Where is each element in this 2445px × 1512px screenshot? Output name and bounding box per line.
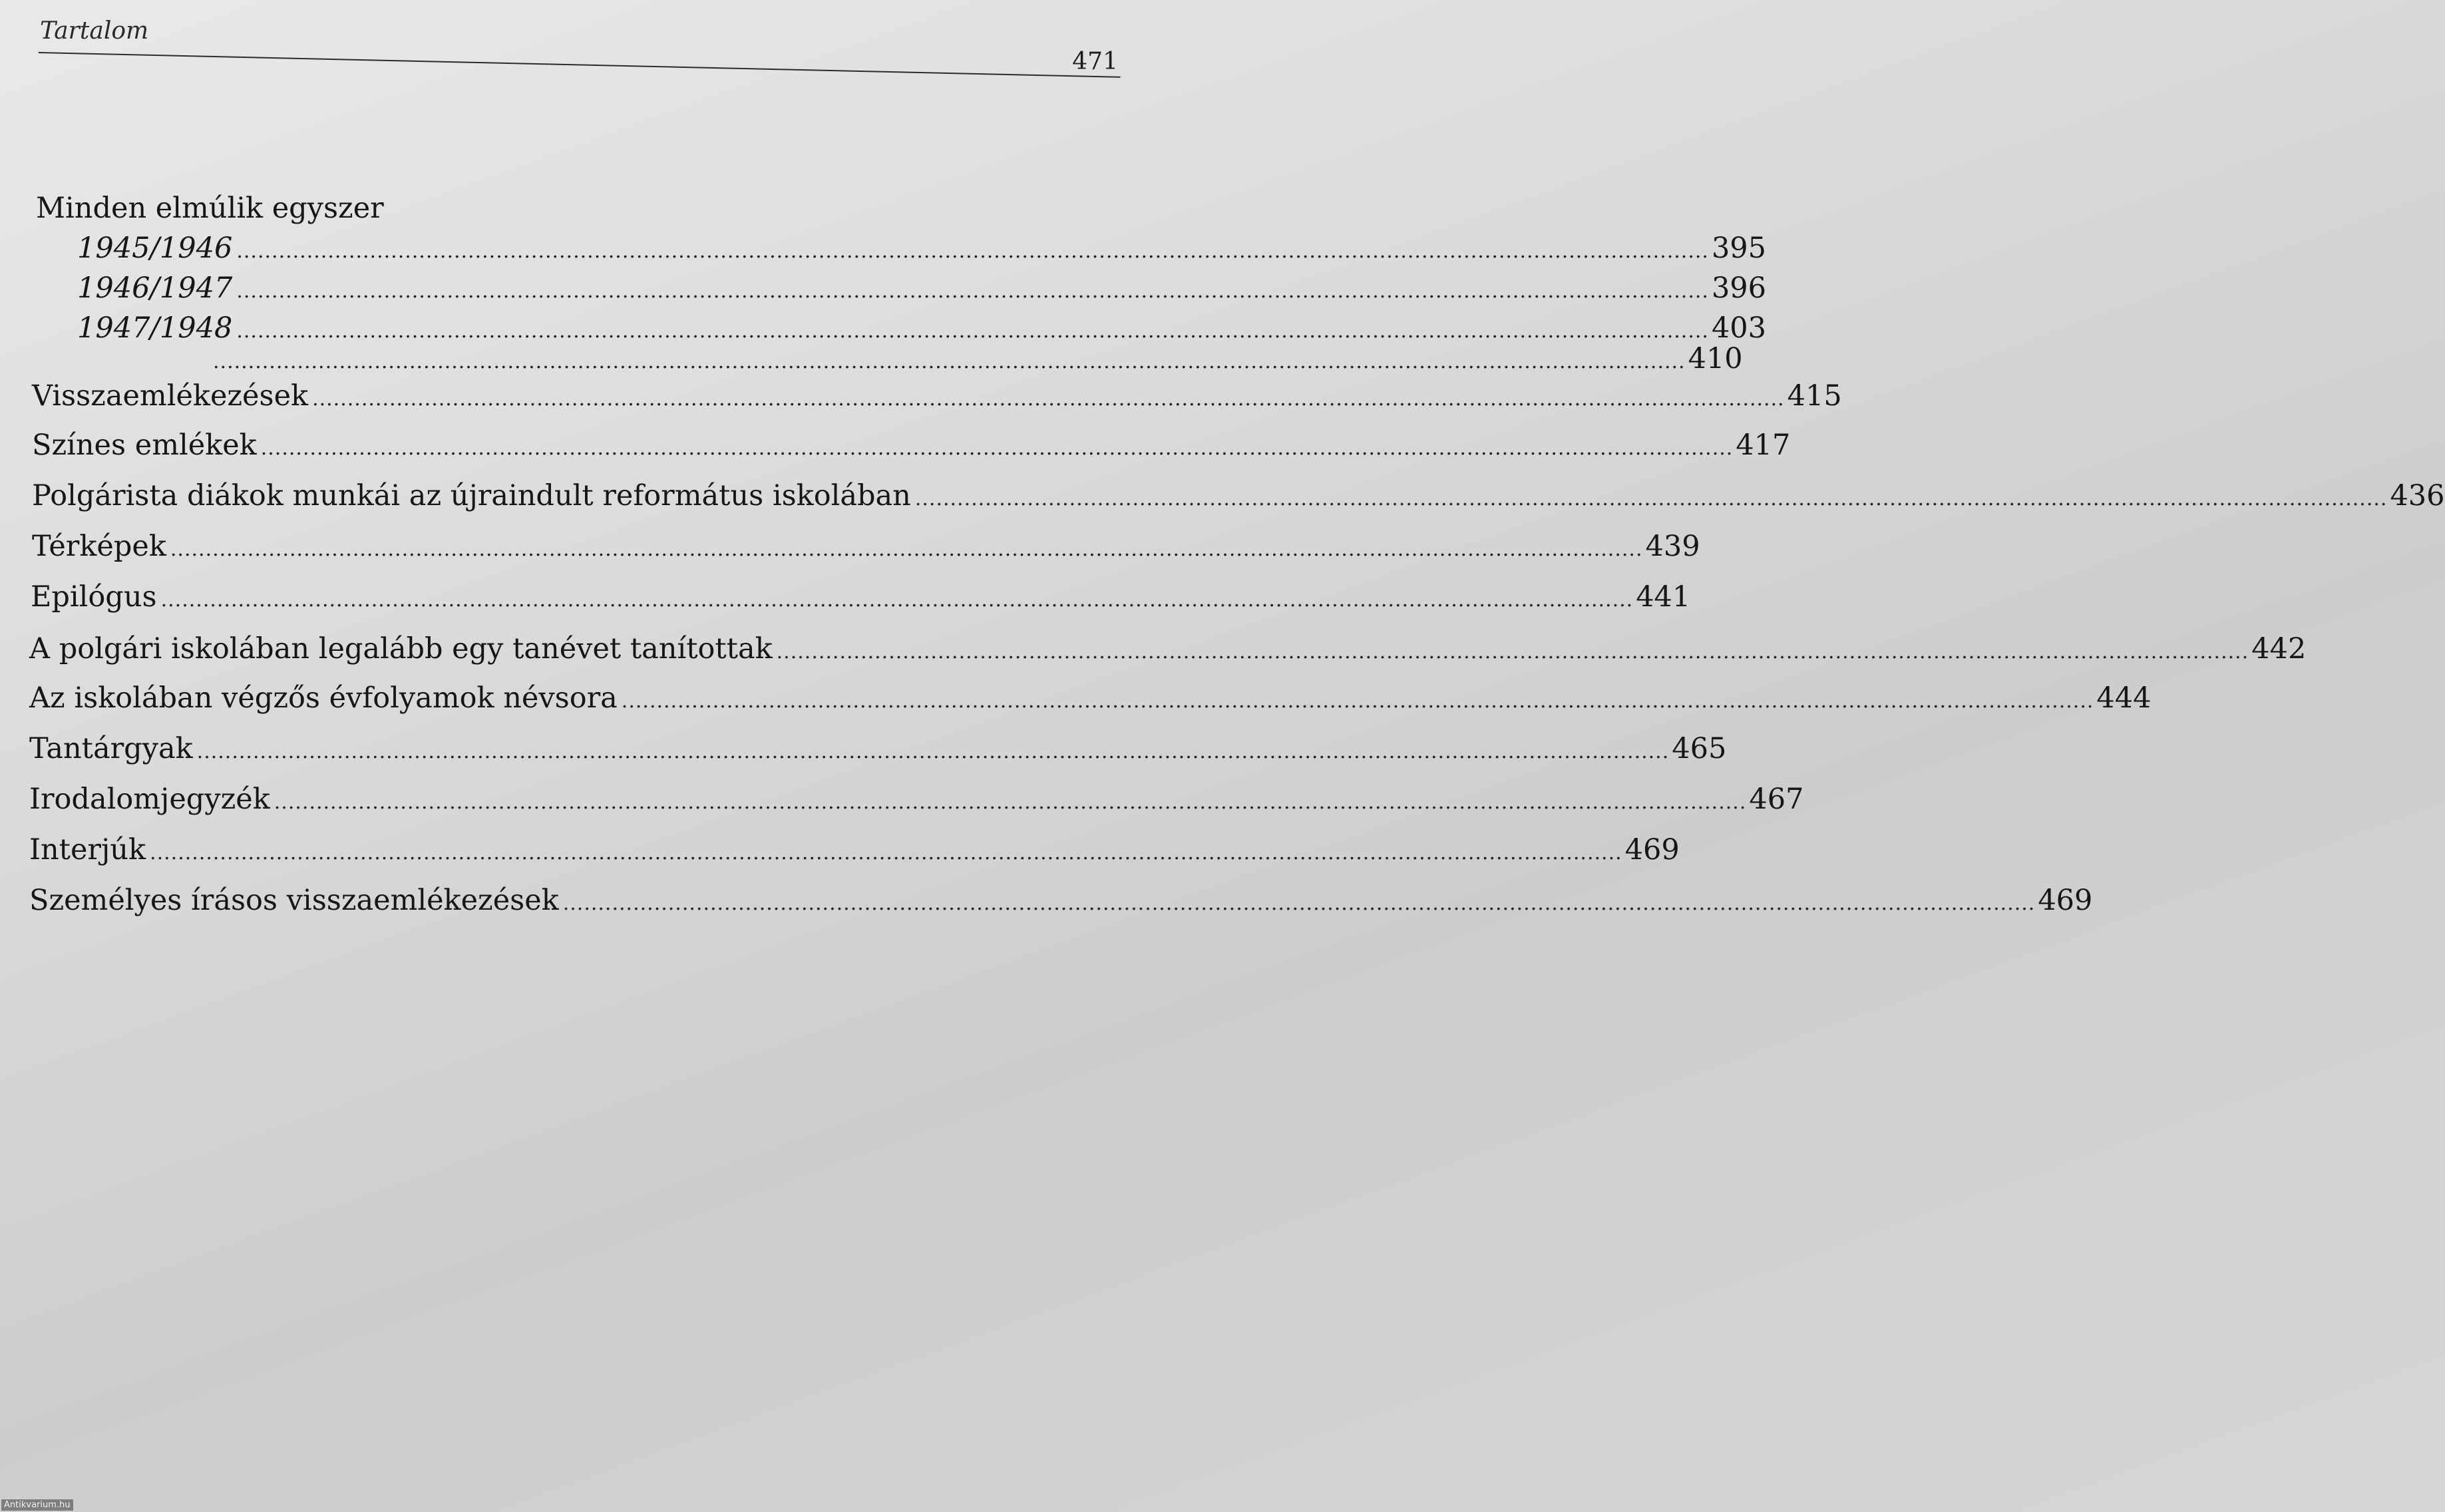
toc-entry-szemelyes-irasos <box>29 884 2093 917</box>
leader-dots: .................................................................................................................................................................................................................. <box>150 841 1622 864</box>
toc-entry-page: 441 <box>1636 580 1691 614</box>
leader-dots: .................................................................................................................................................................................................................. <box>260 437 1734 460</box>
toc-entry-title: 1947/1948 <box>77 311 233 345</box>
toc-entry-interjuk <box>29 833 1680 866</box>
leader-dots: .................................................................................................................................................................................................................. <box>213 350 1686 373</box>
leader-dots: .................................................................................................................................................................................................................. <box>196 740 1670 763</box>
toc-entry-title: Interjúk <box>29 833 146 866</box>
toc-entry-page: 417 <box>1736 429 1791 462</box>
leader-dots: .................................................................................................................................................................................................................. <box>621 689 2094 713</box>
toc-entry-page: 396 <box>1711 272 1767 305</box>
toc-entry-title: A polgári iskolában legalább egy tanévet tanítottak <box>29 632 773 665</box>
toc-entry-title: Személyes írásos visszaemlékezések <box>29 884 559 917</box>
running-header-title: Tartalom <box>40 17 149 45</box>
toc-entry-title: Epilógus <box>31 580 157 614</box>
toc-entry-title: Tantárgyak <box>29 732 193 765</box>
toc-entry-1947-1948 <box>77 311 1767 345</box>
toc-entry-page: 465 <box>1672 732 1727 765</box>
toc-entry-page: 439 <box>1645 530 1700 563</box>
header-rule <box>39 52 1121 78</box>
toc-entry-title: Térképek <box>32 530 166 563</box>
watermark: Antikvarium.hu <box>1 1499 73 1511</box>
toc-entry-page: 410 <box>1688 342 1743 375</box>
toc-entry-title: Visszaemlékezések <box>32 379 309 413</box>
toc-entry-visszaemlekezesek <box>32 379 1842 413</box>
leader-dots: .................................................................................................................................................................................................................. <box>562 892 2036 915</box>
toc-entry-title: 1945/1946 <box>77 232 233 265</box>
toc-entry-title: Polgárista diákok munkái az újraindult református iskolában <box>32 479 911 512</box>
toc-entry-title: Minden elmúlik egyszer <box>36 192 384 225</box>
leader-dots: .................................................................................................................................................................................................................. <box>914 487 2388 510</box>
toc-entry-title: Irodalomjegyzék <box>29 783 270 816</box>
toc-entry-irodalomjegyzek <box>29 783 1804 816</box>
toc-entry-epilogus <box>31 580 1691 614</box>
toc-entry-page: 467 <box>1749 783 1804 816</box>
toc-entry-page: 442 <box>2251 632 2307 665</box>
toc-entry-tantargyak <box>29 732 1727 765</box>
toc-entry-page: 403 <box>1711 311 1767 345</box>
toc-entry-polgarista-diakok <box>32 479 2445 512</box>
toc-entry-polgari-iskolaban <box>29 632 2307 665</box>
toc-entry-title: Színes emlékek <box>32 429 257 462</box>
page-number: 471 <box>1072 48 1118 75</box>
toc-entry-continuation <box>213 342 1743 375</box>
toc-entry-title: Az iskolában végzős évfolyamok névsora <box>29 681 618 715</box>
toc-entry-szines-emlekek <box>32 429 1791 462</box>
toc-entry-title: 1946/1947 <box>77 272 233 305</box>
toc-entry-page: 436 <box>2390 479 2445 512</box>
leader-dots: .................................................................................................................................................................................................................. <box>236 240 1709 263</box>
leader-dots: .................................................................................................................................................................................................................. <box>236 280 1709 303</box>
leader-dots: .................................................................................................................................................................................................................. <box>170 538 1643 561</box>
toc-entry-1946-1947 <box>77 272 1767 305</box>
leader-dots: .................................................................................................................................................................................................................. <box>776 640 2249 663</box>
toc-entry-minden-elmulik <box>36 194 1119 223</box>
leader-dots: .................................................................................................................................................................................................................. <box>236 319 1709 343</box>
toc-entry-page: 395 <box>1711 232 1767 265</box>
toc-entry-terkepek <box>32 530 1700 563</box>
toc-entry-page: 415 <box>1787 379 1842 413</box>
toc-entry-page: 469 <box>1624 833 1680 866</box>
toc-entry-page: 444 <box>2096 681 2152 715</box>
leader-dots: .................................................................................................................................................................................................................. <box>160 588 1634 612</box>
leader-dots: .................................................................................................................................................................................................................. <box>312 387 1785 411</box>
toc-entry-1945-1946 <box>77 232 1767 265</box>
leader-dots: .................................................................................................................................................................................................................. <box>274 791 1747 814</box>
toc-entry-page: 469 <box>2038 884 2093 917</box>
toc-entry-vegzos-evfolyamok <box>29 681 2152 715</box>
